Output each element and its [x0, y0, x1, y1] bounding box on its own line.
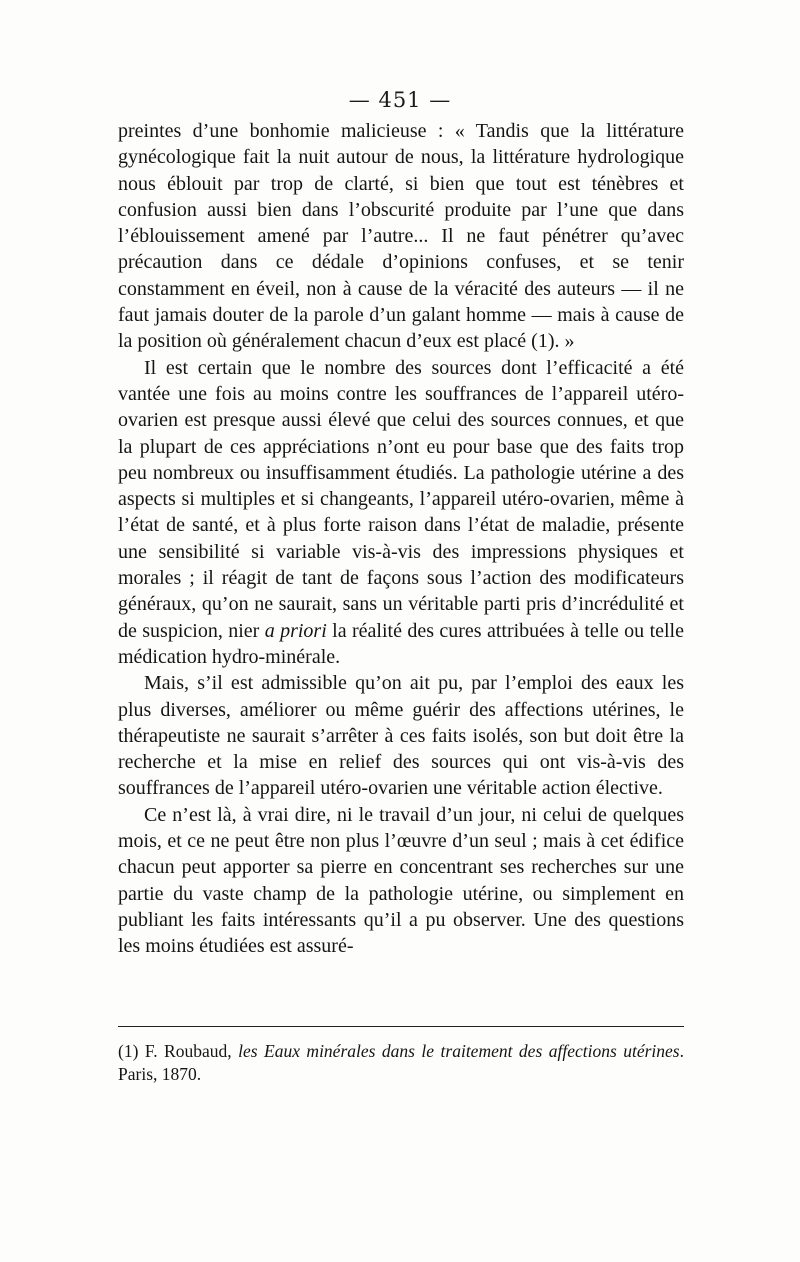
paragraph-4	[118, 802, 684, 960]
footnote	[118, 1040, 684, 1086]
footnote-text: . Paris, 1870.	[118, 1041, 684, 1084]
paragraph-text: Il est certain que le nombre des sources dont l’efficacité a été vantée une fois au moins contre les souffrances de l’appareil utéro-ovarien est presque aussi élevé que celui des sources connues, et que la plupart de ces appréciations n’ont eu pour base que des faits trop peu nombreux ou insuffisamment étudiés. La pathologie utérine a des aspects si multiples et si changeants, l’appareil utéro-ovarien, même à l’état de santé, et à plus forte raison dans l’état de maladie, présente une sensibilité si variable vis-à-vis des impressions physiques et morales ; il réagit de tant de façons sous l’action des modificateurs généraux, qu’on ne saurait, sans un véritable parti pris d’incrédulité et de suspicion, nier	[118, 356, 684, 642]
page-number: — 451 —	[348, 88, 452, 112]
paragraph-3	[118, 670, 684, 801]
paragraph-text: preintes d’une bonhomie malicieuse : « Tandis que la littérature gynécologique fait la nuit autour de nous, la littérature hydrologique nous éblouit par trop de clarté, si bien que tout est ténèbres et confusion aussi bien dans l’obscurité produite par l’une que dans l’éblouissement amené par l’autre... Il ne faut pénétrer qu’avec précaution dans ce dédale d’opinions confuses, et se tenir constamment en éveil, non à cause de la véracité des auteurs — il ne faut jamais douter de la parole d’un galant homme — mais à cause de la position où généralement chacun d’eux est placé (1). »	[118, 120, 684, 353]
paragraph-1	[118, 118, 684, 355]
paragraph-2	[118, 355, 684, 671]
paragraph-text: Mais, s’il est admissible qu’on ait pu, par l’emploi des eaux les plus diverses, améliorer ou même guérir des affections utérines, le thérapeutiste ne saurait s’arrêter à ces faits isolés, son but doit être la recherche et la mise en relief des sources qui ont vis-à-vis des souffrances de l’appareil utéro-ovarien une véritable action élective.	[118, 672, 684, 800]
footnote-divider	[118, 1026, 684, 1027]
footnote-text: (1) F. Roubaud,	[118, 1041, 239, 1061]
footnote-title: les Eaux minérales dans le traitement des affections utérines	[238, 1041, 680, 1061]
body-text	[118, 118, 684, 960]
italic-phrase: a priori	[264, 619, 327, 642]
paragraph-text: Ce n’est là, à vrai dire, ni le travail d’un jour, ni celui de quelques mois, et ce ne peut être non plus l’œuvre d’un seul ; mais à cet édifice chacun peut apporter sa pierre en concentrant ses recherches sur une partie du vaste champ de la pathologie utérine, ou simplement en publiant les faits intéressants qu’il a pu observer. Une des questions les moins étudiées est assuré-	[118, 803, 684, 958]
paragraph-text: la réalité des cures attribuées à telle ou telle médication hydro-minérale.	[118, 619, 684, 668]
